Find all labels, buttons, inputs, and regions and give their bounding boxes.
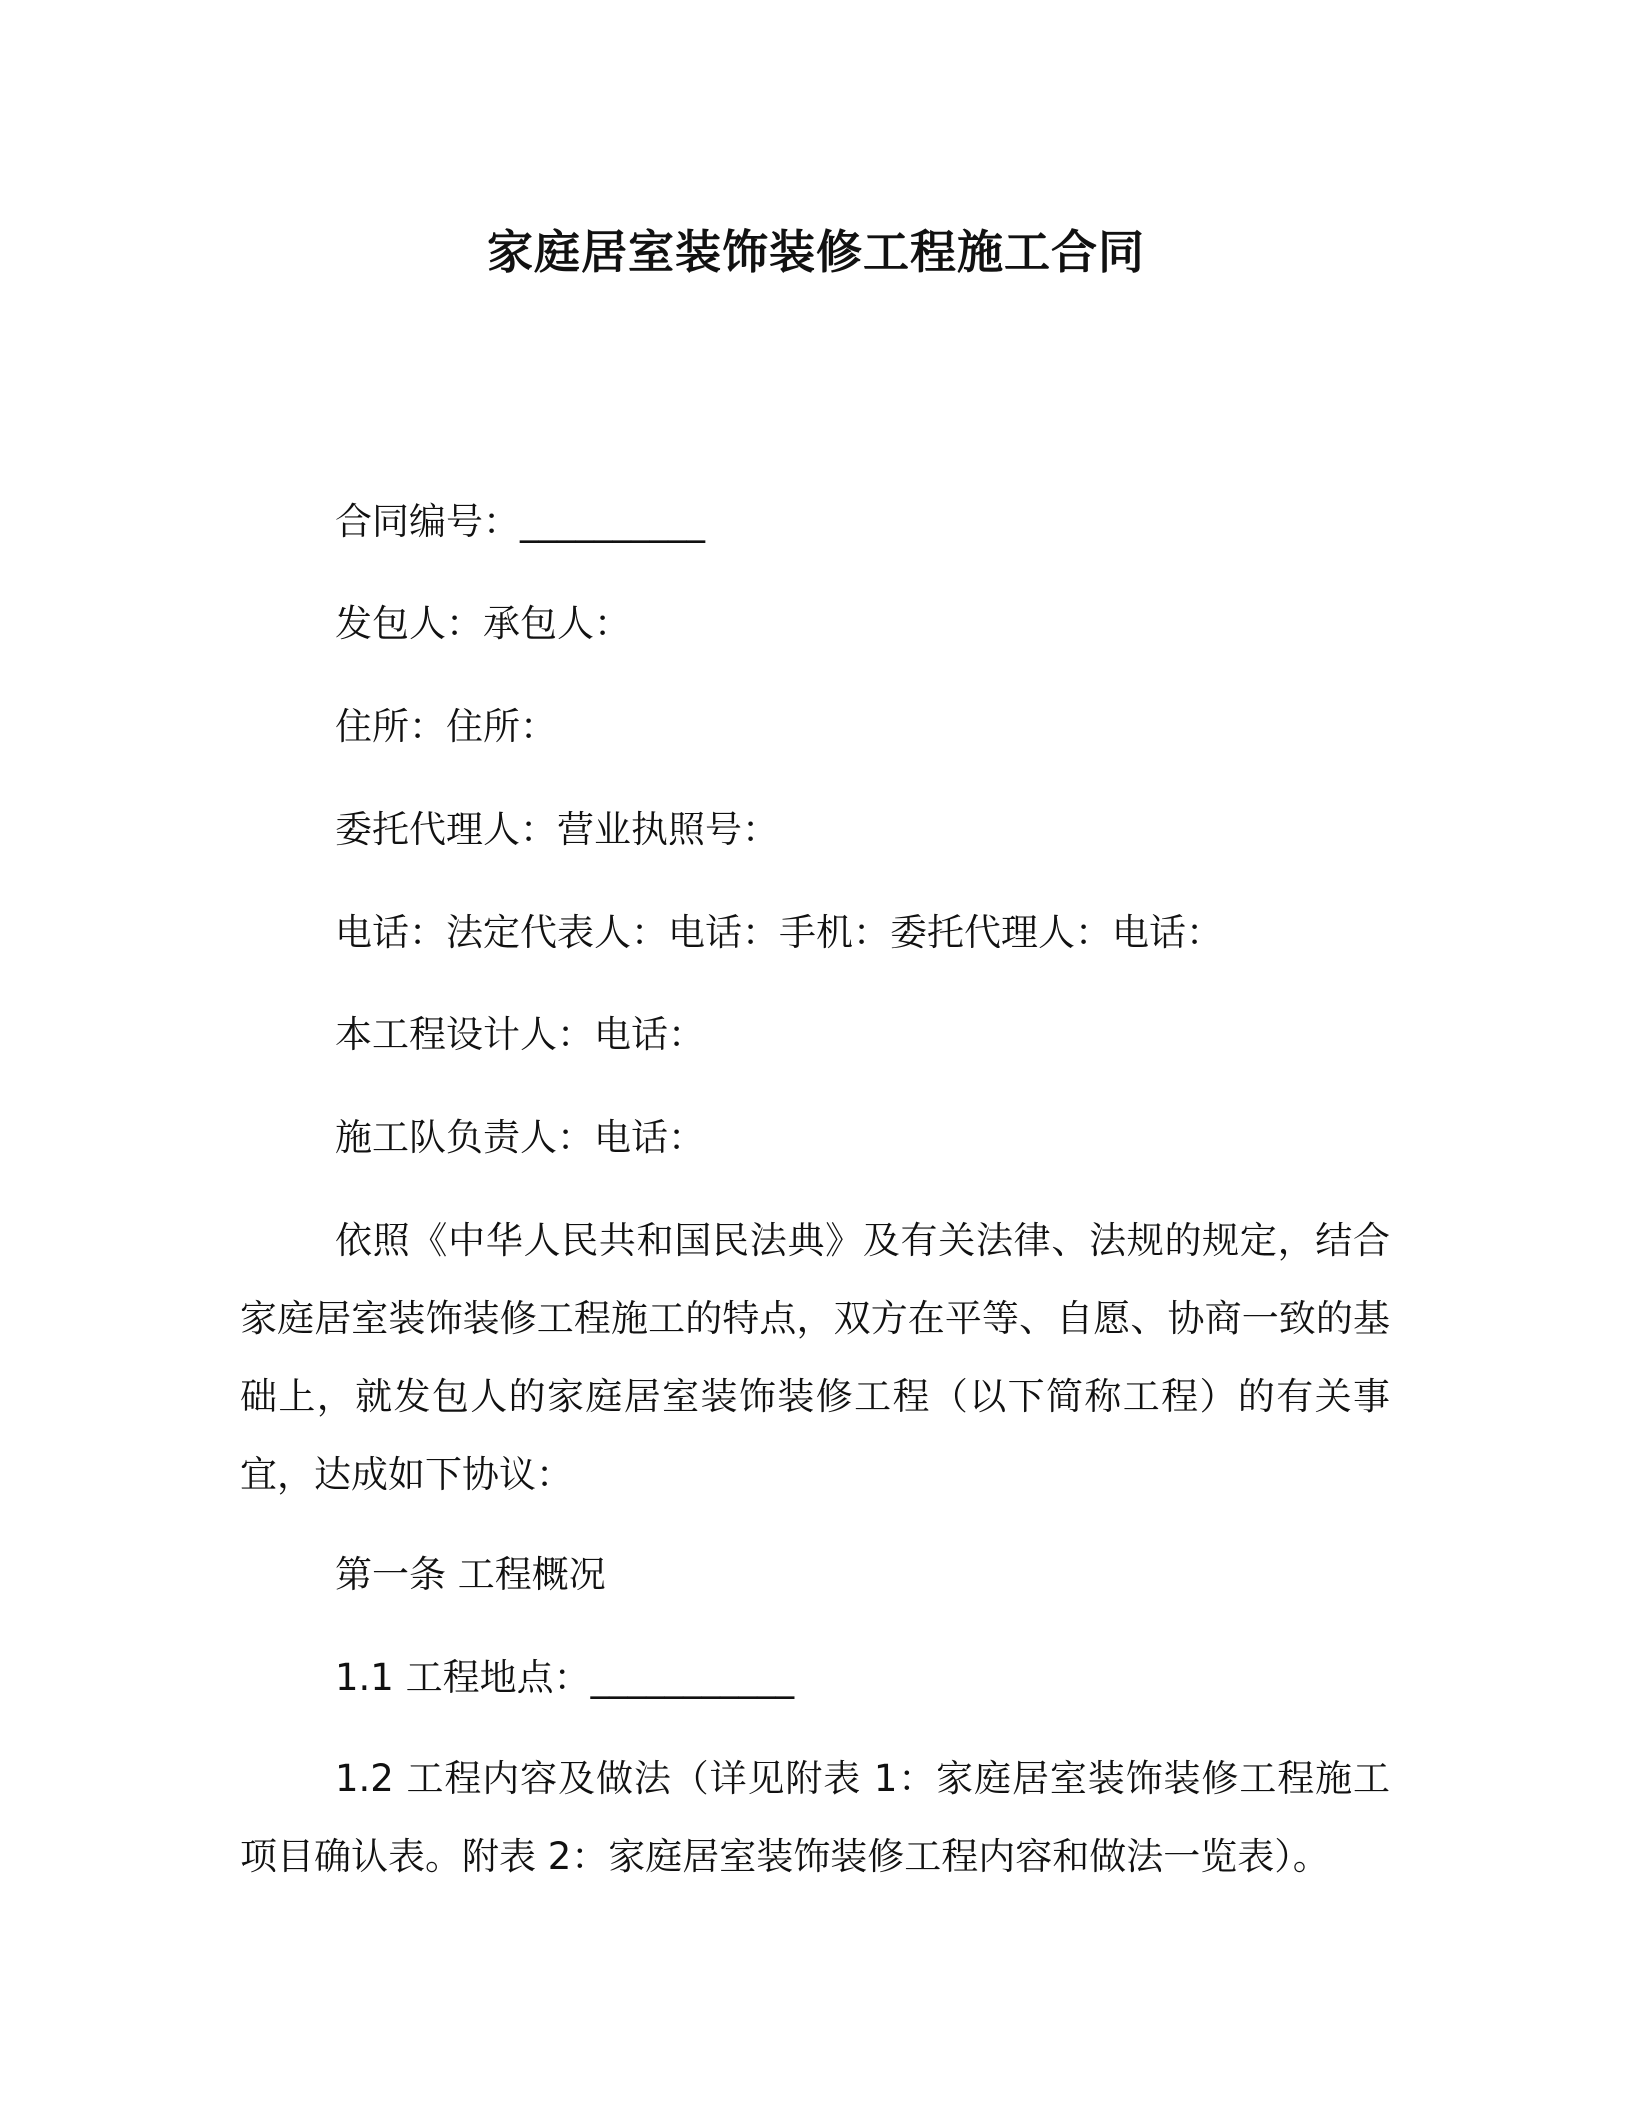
document-title: 家庭居室装饰装修工程施工合同 bbox=[487, 225, 1145, 279]
article-1-heading: 第一条 工程概况 bbox=[335, 1553, 606, 1596]
designer-field: 本工程设计人：电话： bbox=[335, 1013, 705, 1056]
address-field: 住所：住所： bbox=[335, 705, 557, 748]
phones-field: 电话：法定代表人：电话：手机：委托代理人：电话： bbox=[335, 911, 1223, 954]
parties-field: 发包人：承包人： bbox=[335, 602, 631, 645]
item-1-1: 1.1 工程地点：___________ bbox=[335, 1656, 795, 1699]
agent-license-field: 委托代理人：营业执照号： bbox=[335, 808, 779, 851]
contract-number-field: 合同编号：__________ bbox=[335, 500, 705, 543]
team-leader-field: 施工队负责人：电话： bbox=[335, 1116, 705, 1159]
preamble-paragraph: 依照《中华人民共和国民法典》及有关法律、法规的规定，结合家庭居室装饰装修工程施工的特点，双方在平等、自愿、协商一致的基础上，就发包人的家庭居室装饰装修工程（以下简称工程）的有关事宜，达成如下协议： bbox=[240, 1219, 1390, 1496]
item-1-2: 1.2 工程内容及做法（详见附表 1：家庭居室装饰装修工程施工项目确认表。附表 2：家庭居室装饰装修工程内容和做法一览表）。 bbox=[240, 1757, 1390, 1878]
